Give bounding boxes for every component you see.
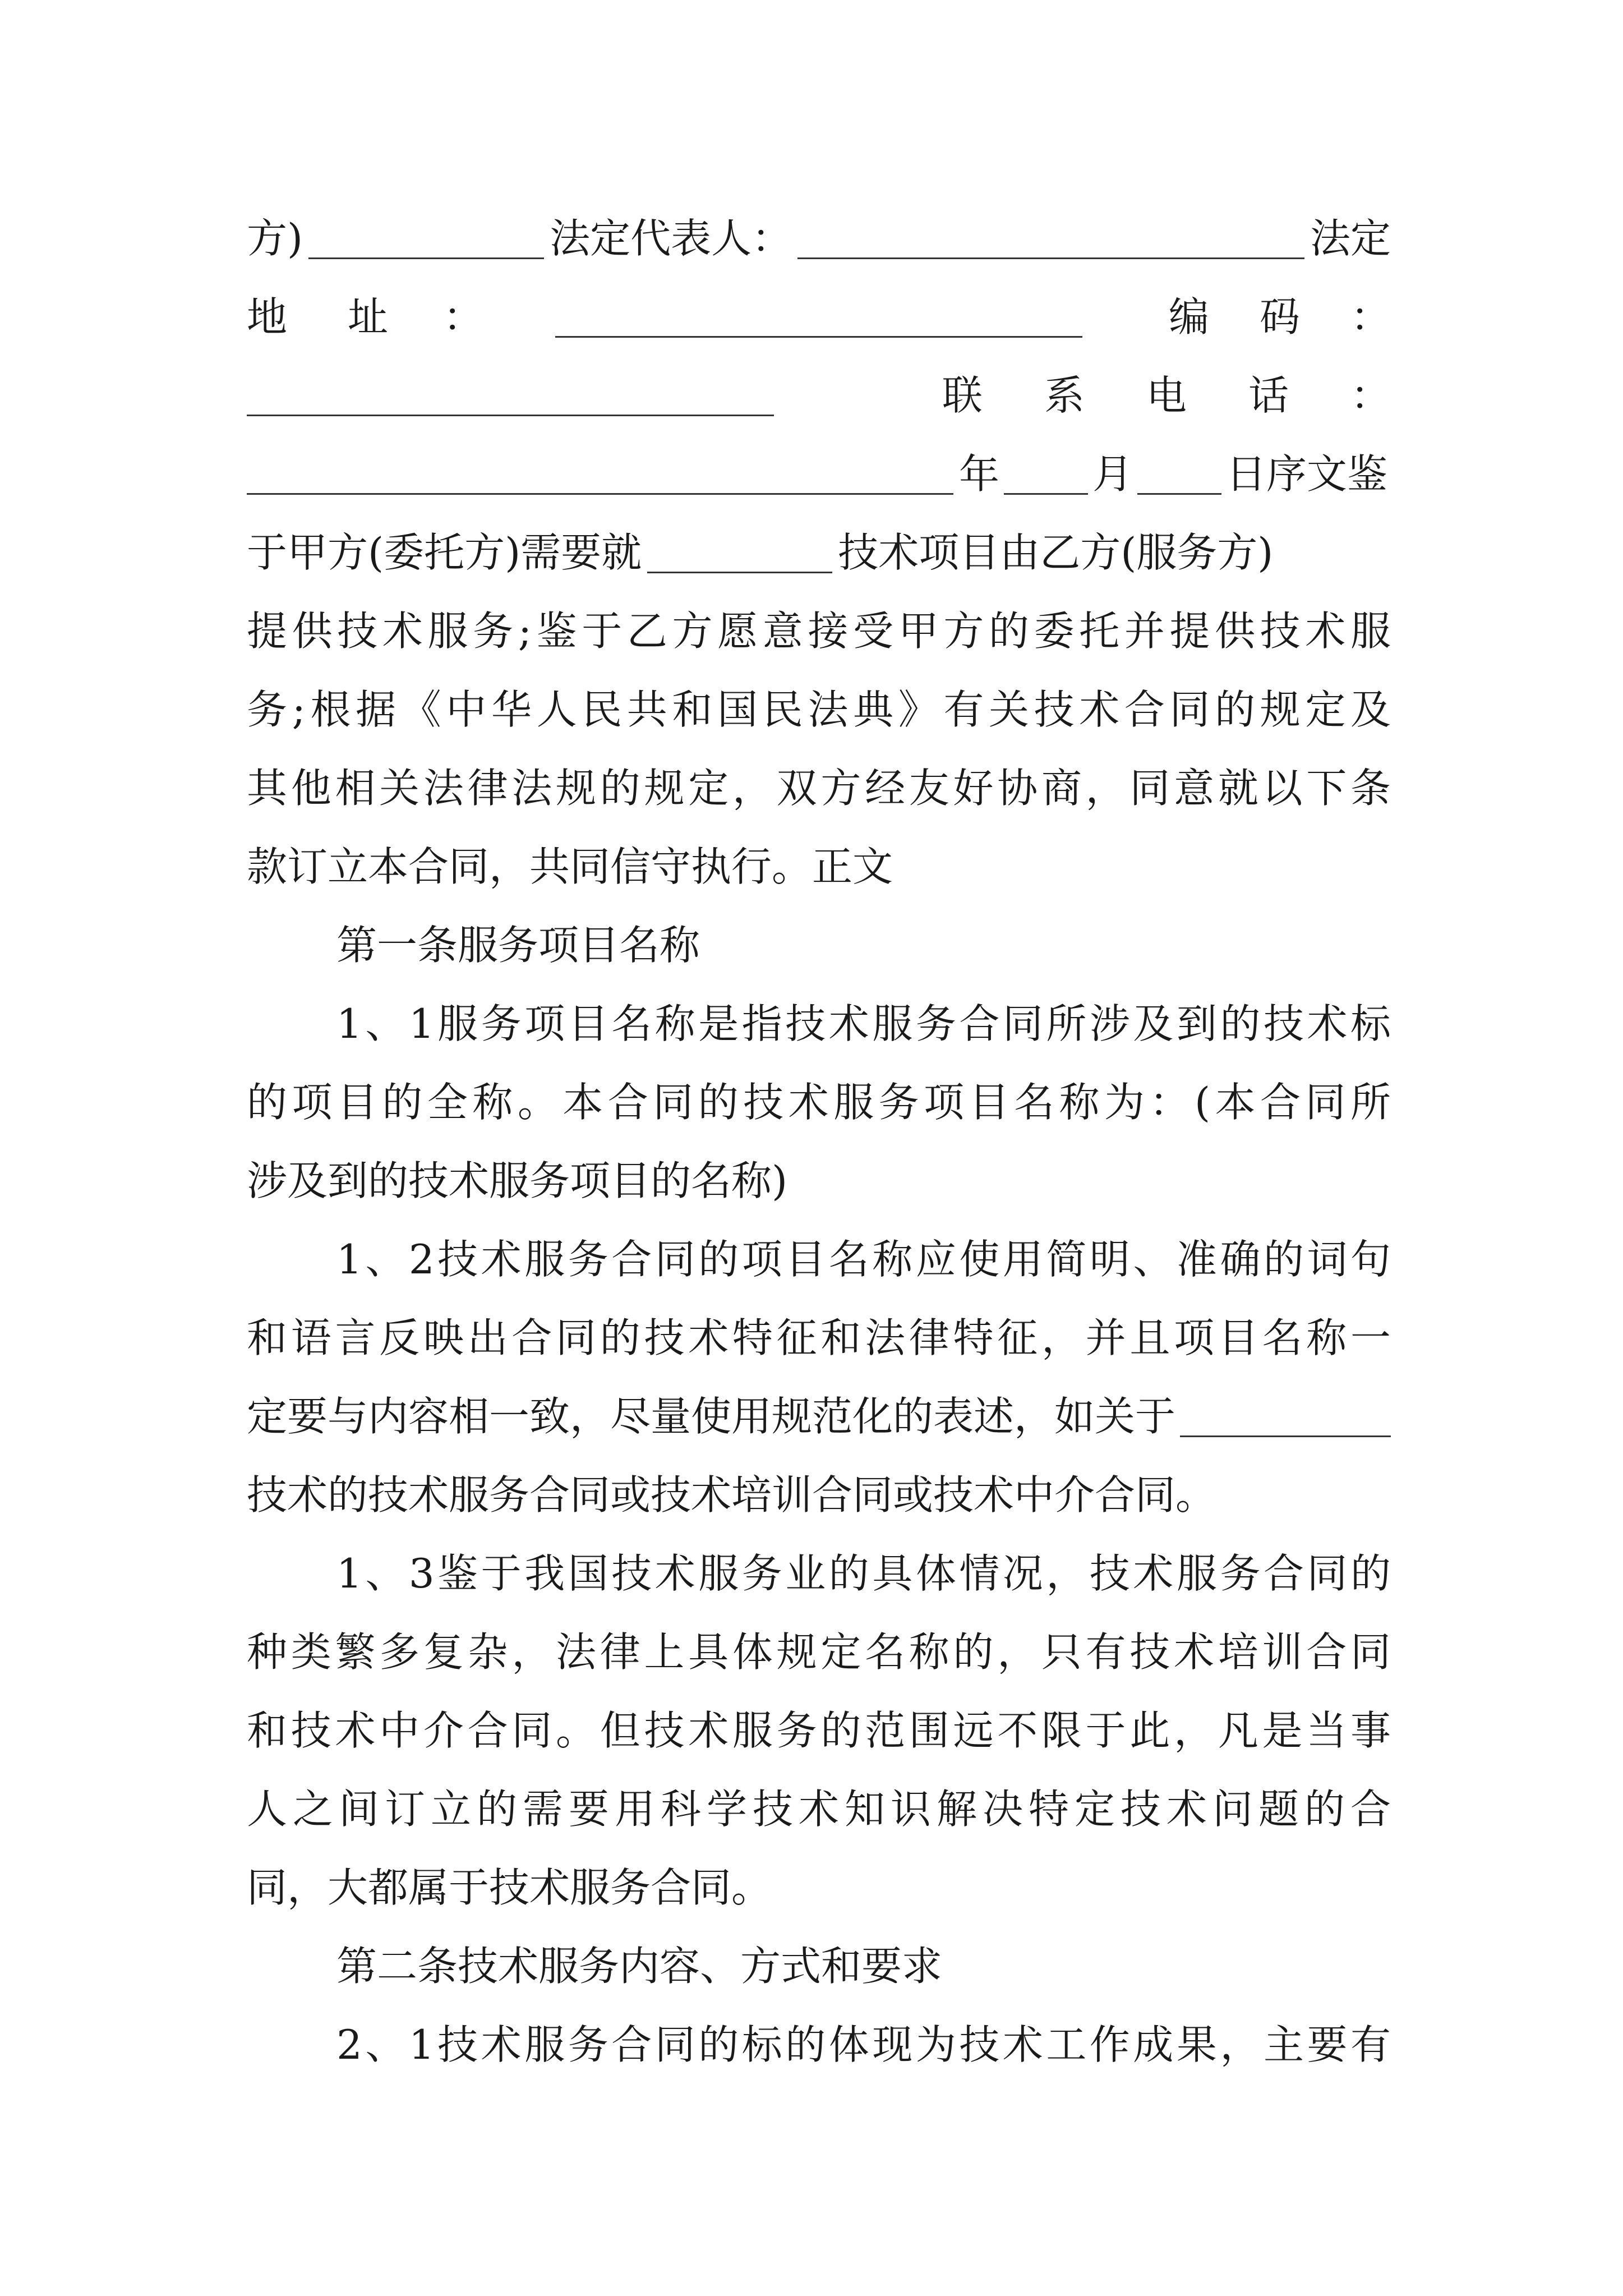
- phone-char-2: 系: [1044, 372, 1085, 419]
- year-label: 年: [959, 450, 1000, 498]
- article-2-heading: 第二条技术服务内容、方式和要求: [336, 1943, 943, 1990]
- postcode-blank[interactable]: [247, 378, 774, 416]
- clause-1-3-line-4: 人之间订立的需要用科学技术知识解决特定技术问题的合: [247, 1786, 1391, 1833]
- address-char-2: 址: [348, 293, 389, 341]
- clause-1-1-line-1: 1、1服务项目名称是指技术服务合同所涉及到的技术标: [336, 1000, 1391, 1047]
- postcode-colon: ：: [1350, 293, 1391, 341]
- technology-blank[interactable]: [1180, 1399, 1391, 1437]
- address-char-1: 地: [247, 293, 288, 341]
- phone-line: [247, 365, 1391, 426]
- clause-1-3-line-5: 同，大都属于技术服务合同。: [247, 1864, 772, 1911]
- phone-blank[interactable]: [247, 457, 953, 495]
- clause-1-3-line-2: 种类繁多复杂，法律上具体规定名称的，只有技术培训合同: [247, 1628, 1391, 1676]
- month-label: 月: [1092, 450, 1133, 498]
- legal-rep-blank[interactable]: [797, 221, 1304, 259]
- clause-1-3-line-3: 和技术中介合同。但技术服务的范围远不限于此，凡是当事: [247, 1707, 1391, 1754]
- clause-1-1-line-3: 涉及到的技术服务项目的名称): [247, 1157, 788, 1204]
- clause-1-3-line-1: 1、3鉴于我国技术服务业的具体情况，技术服务合同的: [336, 1550, 1391, 1597]
- preamble-line-3: 务;根据《中华人民共和国民法典》有关技术合同的规定及: [247, 686, 1391, 733]
- postcode-char-1: 编: [1168, 293, 1209, 341]
- phone-char-3: 电: [1146, 372, 1187, 419]
- preamble-line-1: [247, 522, 1391, 583]
- project-blank[interactable]: [647, 535, 832, 573]
- date-line: [247, 443, 1391, 505]
- clause-1-2-line-1: 1、2技术服务合同的项目名称应使用简明、准确的词句: [336, 1236, 1391, 1283]
- phone-colon: ：: [1350, 372, 1391, 419]
- preamble-text-a: 于甲方(委托方)需要就: [247, 529, 642, 576]
- legal-rep-label: 法定代表人：: [550, 215, 792, 262]
- month-blank[interactable]: [1004, 457, 1088, 495]
- legal-label-start: 法定: [1310, 215, 1391, 262]
- day-blank[interactable]: [1137, 457, 1221, 495]
- address-colon: ：: [443, 293, 484, 341]
- phone-char-1: 联: [942, 372, 983, 419]
- party-line: [247, 208, 1391, 269]
- address-line: [247, 286, 1391, 348]
- preamble-text-b: 技术项目由乙方(服务方): [838, 529, 1274, 576]
- clause-1-1-line-2: 的项目的全称。本合同的技术服务项目名称为：(本合同所: [247, 1079, 1391, 1126]
- clause-1-2-line-4: 技术的技术服务合同或技术培训合同或技术中介合同。: [247, 1471, 1216, 1519]
- preamble-line-5: 款订立本合同，共同信守执行。正文: [247, 843, 893, 890]
- preamble-line-4: 其他相关法律法规的规定，双方经友好协商，同意就以下条: [247, 765, 1391, 812]
- postcode-char-2: 码: [1259, 293, 1300, 341]
- preamble-line-2: 提供技术服务;鉴于乙方愿意接受甲方的委托并提供技术服: [247, 608, 1391, 655]
- clause-1-2-line-3: [247, 1386, 1391, 1447]
- party-name-blank[interactable]: [308, 221, 544, 259]
- phone-char-4: 话: [1248, 372, 1289, 419]
- party-suffix: 方): [247, 215, 303, 262]
- day-label: 日序文鉴: [1226, 450, 1388, 498]
- clause-1-2-line-2: 和语言反映出合同的技术特征和法律特征，并且项目名称一: [247, 1314, 1391, 1361]
- article-1-heading: 第一条服务项目名称: [336, 922, 700, 969]
- clause-2-1-line-1: 2、1技术服务合同的标的体现为技术工作成果，主要有: [336, 2021, 1391, 2068]
- address-blank[interactable]: [555, 300, 1082, 338]
- clause-1-2-line-3-text: 定要与内容相一致，尽量使用规范化的表述，如关于: [247, 1393, 1176, 1440]
